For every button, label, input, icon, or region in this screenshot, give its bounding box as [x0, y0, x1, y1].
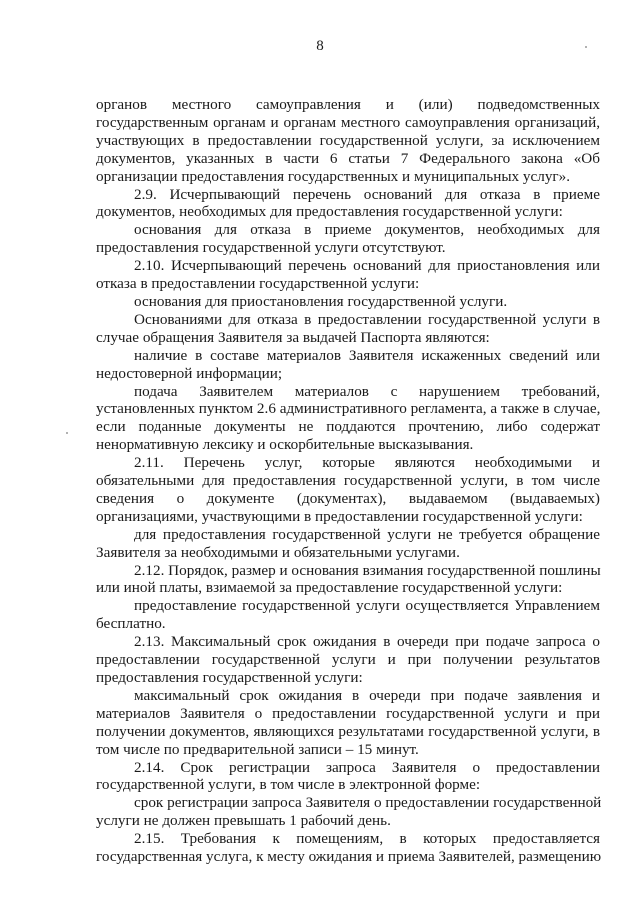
text-line: участвующих в предоставлении государственной услуги, за исключением — [96, 131, 600, 149]
text-line: получении документов, являющихся результатами государственной услуги, в — [96, 722, 600, 740]
scan-artifact-dot — [585, 46, 587, 48]
text-line: документов, необходимых для предоставления государственной услуги: — [96, 203, 563, 221]
text-line: предоставление государственной услуги осуществляется Управлением — [134, 597, 600, 615]
text-line: ненормативную лексику и оскорбительные высказывания. — [96, 436, 474, 454]
text-line: недостоверной информации; — [96, 364, 283, 382]
text-line: сведения о документе (документах), выдаваемом (выдаваемых) — [96, 489, 600, 507]
text-line: установленных пунктом 2.6 административного регламента, а также в случае, — [96, 400, 601, 418]
text-line: предоставления государственной услуги отсутствуют. — [96, 239, 446, 257]
scan-artifact-dot — [66, 432, 68, 434]
text-line: для предоставления государственной услуги не требуется обращение — [134, 525, 600, 543]
text-line: 2.14. Срок регистрации запроса Заявителя о предоставлении — [134, 758, 600, 776]
text-line: 2.13. Максимальный срок ожидания в очереди при подаче запроса о — [134, 633, 600, 651]
text-line: 2.12. Порядок, размер и основания взимания государственной пошлины — [134, 561, 601, 579]
text-line: 2.15. Требования к помещениям, в которых предоставляется — [134, 830, 600, 848]
text-line: бесплатно. — [96, 615, 166, 633]
text-line: наличие в составе материалов Заявителя искаженных сведений или — [134, 346, 600, 364]
text-line: обязательными для предоставления государственной услуги, в том числе — [96, 472, 600, 490]
text-line: отказа в предоставлении государственной услуги: — [96, 275, 420, 293]
text-line: случае обращения Заявителя за выдачей Паспорта являются: — [96, 328, 490, 346]
text-line: организации предоставления государственных и муниципальных услуг». — [96, 167, 571, 185]
text-line: предоставления государственной услуги: — [96, 669, 363, 686]
text-line: том числе по предварительной записи – 15 минут. — [96, 740, 419, 758]
document-body-text — [96, 96, 600, 866]
text-line: Заявителя за необходимыми и обязательными услугами. — [96, 543, 460, 561]
text-line: документов, указанных в части 6 статьи 7 Федерального закона «Об — [96, 149, 600, 167]
text-line: если поданные документы не поддаются прочтению, либо содержат — [96, 418, 600, 436]
text-line: услуги не должен превышать 1 рабочий день. — [96, 812, 391, 830]
text-line: предоставлении государственной услуги и при получении результатов — [96, 651, 600, 669]
text-line: 2.9. Исчерпывающий перечень оснований для отказа в приеме — [134, 185, 600, 203]
page-number: 8 — [316, 38, 324, 54]
text-line: организациями, участвующими в предоставлении государственной услуги: — [96, 507, 583, 525]
text-line: 2.11. Перечень услуг, которые являются необходимыми и — [134, 454, 600, 472]
text-line: органов местного самоуправления и (или) подведомственных — [96, 96, 600, 113]
text-line: материалов Заявителя о предоставлении государственной услуги и при — [96, 704, 600, 722]
text-line: или иной платы, взимаемой за предоставление государственной услуги: — [96, 579, 563, 597]
text-line: подача Заявителем материалов с нарушением требований, — [134, 382, 600, 400]
text-line: государственной услуги, в том числе в электронной форме: — [96, 776, 481, 794]
text-line: государственным органам и органам местного самоуправления организаций, — [96, 113, 600, 131]
text-line: максимальный срок ожидания в очереди при подаче заявления и — [134, 686, 600, 704]
text-line: основания для приостановления государственной услуги. — [134, 292, 508, 310]
text-line: основания для отказа в приеме документов, необходимых для — [134, 221, 600, 239]
text-line: Основаниями для отказа в предоставлении государственной услуги в — [134, 310, 600, 328]
text-line: 2.10. Исчерпывающий перечень оснований для приостановления или — [134, 257, 600, 275]
text-line: государственная услуга, к месту ожидания и приема Заявителей, размещению — [96, 848, 602, 866]
text-line: срок регистрации запроса Заявителя о предоставлении государственной — [134, 794, 602, 812]
